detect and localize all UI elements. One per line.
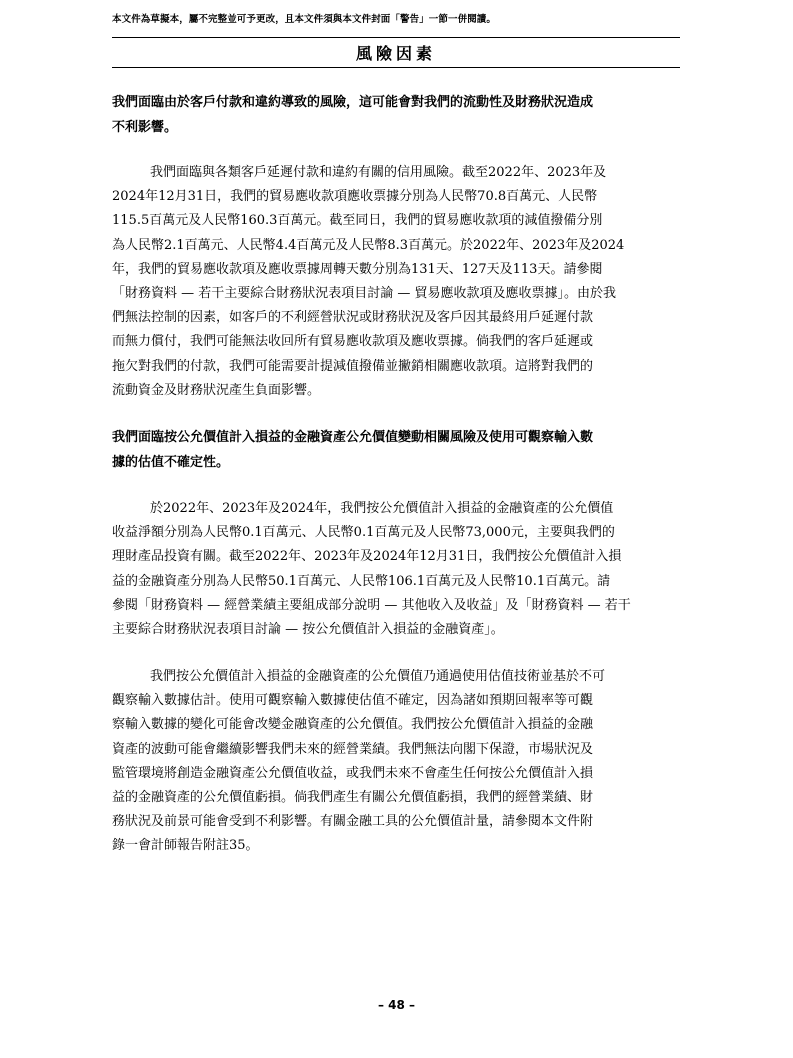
heading-line: 據的估值不確定性。 (112, 455, 230, 470)
paragraph-line: 年，我們的貿易應收款項及應收票據周轉天數分別為131天、127天及113天。請參閱 (112, 261, 603, 277)
paragraph-line: 益的金融資產的公允價值虧損。倘我們產生有關公允價值虧損，我們的經營業績、財 (112, 790, 594, 806)
paragraph-line: 察輸入數據的變化可能會改變金融資產的公允價值。我們按公允價值計入損益的金融 (112, 717, 594, 733)
heading-line: 不利影響。 (112, 120, 178, 135)
paragraph-line: 觀察輸入數據估計。使用可觀察輸入數據使估值不確定，因為諸如預期回報率等可觀 (112, 693, 594, 709)
paragraph-line: 資產的波動可能會繼續影響我們未來的經營業績。我們無法向閣下保證，市場狀況及 (112, 741, 594, 757)
heading-line: 我們面臨由於客戶付款和違約導致的風險，這可能會對我們的流動性及財務狀況造成 (112, 95, 594, 110)
section-title: 風險因素 (355, 44, 436, 63)
paragraph-line: 主要綜合財務狀況表項目討論 — 按公允價值計入損益的金融資產」。 (112, 622, 504, 638)
paragraph-line: 拖欠對我們的付款，我們可能需要計提減值撥備並撇銷相關應收款項。這將對我們的 (112, 358, 594, 374)
draft-notice: 本文件為草擬本，屬不完整並可予更改，且本文件須與本文件封面「警告」一節一併閱讀。 (112, 14, 497, 25)
paragraph-credit-risk (112, 161, 682, 403)
paragraph-line: 115.5百萬元及人民幣160.3百萬元。截至同日，我們的貿易應收款項的減值撥備分別 (112, 213, 603, 229)
paragraph-line: 我們按公允價值計入損益的金融資產的公允價值乃通過使用估值技術並基於不可 (150, 669, 606, 684)
risk-heading-fair-value (112, 425, 682, 475)
paragraph-line: 益的金融資產分別為人民幣50.1百萬元、人民幣106.1百萬元及人民幣10.1百萬元。請 (112, 573, 611, 589)
paragraph-line: 參閱「財務資料 — 經營業績主要組成部分說明 — 其他收入及收益」及「財務資料 — 若干 (112, 597, 631, 613)
paragraph-line: 務狀況及前景可能會受到不利影響。有關金融工具的公允價值計量，請參閱本文件附 (112, 814, 594, 830)
heading-line: 我們面臨按公允價值計入損益的金融資產公允價值變動相關風險及使用可觀察輸入數 (112, 430, 594, 445)
paragraph-fair-value-gains (112, 497, 682, 642)
paragraph-line: 而無力償付，我們可能無法收回所有貿易應收款項及應收票據。倘我們的客戶延遲或 (112, 334, 594, 350)
paragraph-line: 理財產品投資有關。截至2022年、2023年及2024年12月31日，我們按公允價值計入損 (112, 549, 622, 565)
paragraph-line: 2024年12月31日，我們的貿易應收款項應收票據分別為人民幣70.8百萬元、人民幣 (112, 189, 598, 205)
paragraph-line: 錄一會計師報告附註35。 (112, 838, 259, 854)
paragraph-valuation-uncertainty (112, 665, 682, 859)
paragraph-line: 監管環境將創造金融資產公允價值收益，或我們未來不會產生任何按公允價值計入損 (112, 765, 594, 781)
paragraph-line: 我們面臨與各類客戶延遲付款和違約有關的信用風險。截至2022年、2023年及 (150, 165, 607, 180)
page-number: – 48 – (377, 998, 416, 1012)
paragraph-line: 收益淨額分別為人民幣0.1百萬元、人民幣0.1百萬元及人民幣73,000元，主要與我們的 (112, 525, 615, 541)
header-rule-bottom (112, 67, 680, 68)
paragraph-line: 為人民幣2.1百萬元、人民幣4.4百萬元及人民幣8.3百萬元。於2022年、2023年及2024 (112, 237, 625, 253)
header-rule-top (112, 37, 680, 38)
paragraph-line: 們無法控制的因素，如客戶的不利經營狀況或財務狀況及客戶因其最終用戶延遲付款 (112, 310, 594, 326)
paragraph-line: 於2022年、2023年及2024年，我們按公允價值計入損益的金融資產的公允價值 (150, 501, 614, 516)
paragraph-line: 流動資金及財務狀況產生負面影響。 (112, 382, 321, 398)
paragraph-line: 「財務資料 — 若干主要綜合財務狀況表項目討論 — 貿易應收款項及應收票據」。由於我 (112, 286, 617, 302)
risk-heading-customer-payment (112, 90, 682, 140)
